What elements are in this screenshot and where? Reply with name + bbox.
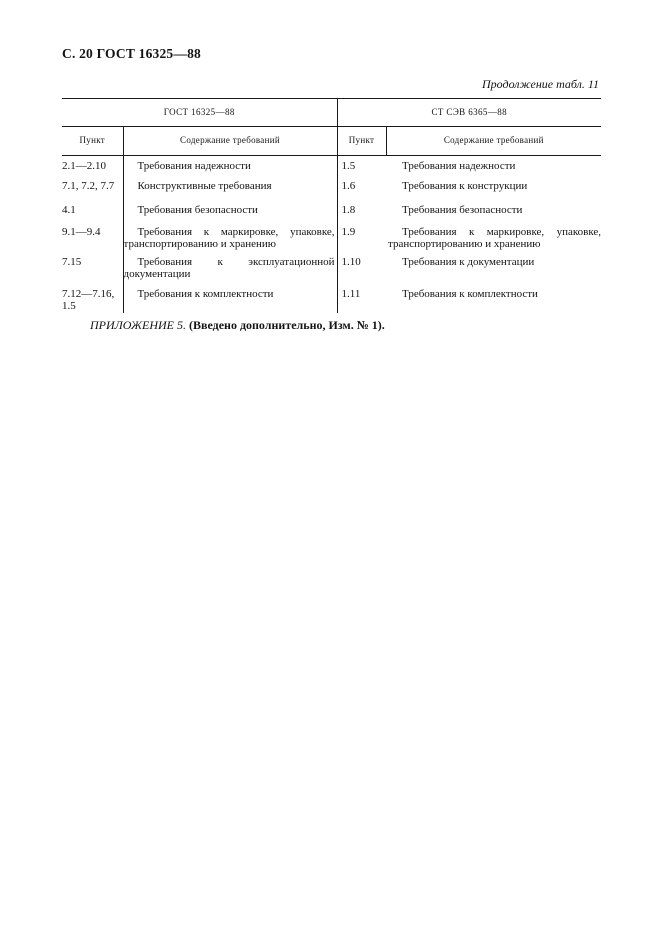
right-content-header: Содержание требований [386,127,601,156]
left-content-header: Содержание требований [123,127,337,156]
right-item-cell: 1.9 [341,226,356,238]
left-content-cell [123,253,337,283]
table-row [62,199,601,223]
standard-left-header: ГОСТ 16325—88 [62,99,337,127]
right-content-line-1: Требования к маркировке, упаковке, [402,226,602,238]
left-content-line-1: Требования к эксплуатационной [137,256,335,268]
left-item-cell: 9.1—9.4 [62,223,123,253]
left-item-cell: 2.1—2.10 [62,156,123,176]
left-content-line-2: транспортированию и хранению [123,237,276,250]
right-content-cell: Требования к конструкции [402,180,528,192]
left-item-cell [62,283,123,313]
right-item-cell: 1.11 [341,288,361,300]
table-row [62,283,601,313]
standards-header-row [62,99,601,127]
left-item-header: Пункт [62,127,123,156]
left-content-cell: Требования надежности [137,160,251,172]
appendix-title: ПРИЛОЖЕНИЕ 5. [90,318,186,332]
left-content-cell [123,223,337,253]
right-item-cell: 1.6 [341,180,356,192]
table-row [62,253,601,283]
left-item-cell: 7.1, 7.2, 7.7 [62,175,123,199]
right-content-line-2: транспортированию и хранению [388,237,541,250]
left-content-cell: Требования безопасности [137,204,258,216]
table-row [62,156,601,176]
appendix-note [90,318,385,333]
table-row [62,223,601,253]
table-continuation-label: Продолжение табл. 11 [481,77,599,91]
left-content-cell: Требования к комплектности [137,288,274,300]
left-item-line-1: 7.12—7.16, [62,288,115,300]
left-item-line-2: 1.5 [62,299,76,312]
right-content-cell [386,223,601,253]
right-item-cell: 1.10 [341,256,361,268]
right-item-header: Пункт [337,127,386,156]
left-content-line-2: документации [123,267,191,280]
requirements-comparison-table [62,98,601,313]
page-header: С. 20 ГОСТ 16325—88 [62,46,201,61]
right-content-cell: Требования безопасности [402,204,523,216]
left-content-line-1: Требования к маркировке, упаковке, [137,226,335,238]
left-content-cell: Конструктивные требования [137,180,272,192]
standard-right-header: СТ СЭВ 6365—88 [337,99,601,127]
appendix-amendment: (Введено дополнительно, Изм. № 1). [188,318,385,332]
table-row [62,175,601,199]
column-header-row [62,127,601,156]
right-item-cell: 1.5 [341,160,356,172]
right-content-cell: Требования к документации [402,256,535,268]
right-item-cell: 1.8 [341,204,356,216]
left-item-cell: 7.15 [62,253,123,283]
left-item-cell: 4.1 [62,199,123,223]
right-content-cell: Требования надежности [402,160,516,172]
right-content-cell: Требования к комплектности [402,288,538,300]
